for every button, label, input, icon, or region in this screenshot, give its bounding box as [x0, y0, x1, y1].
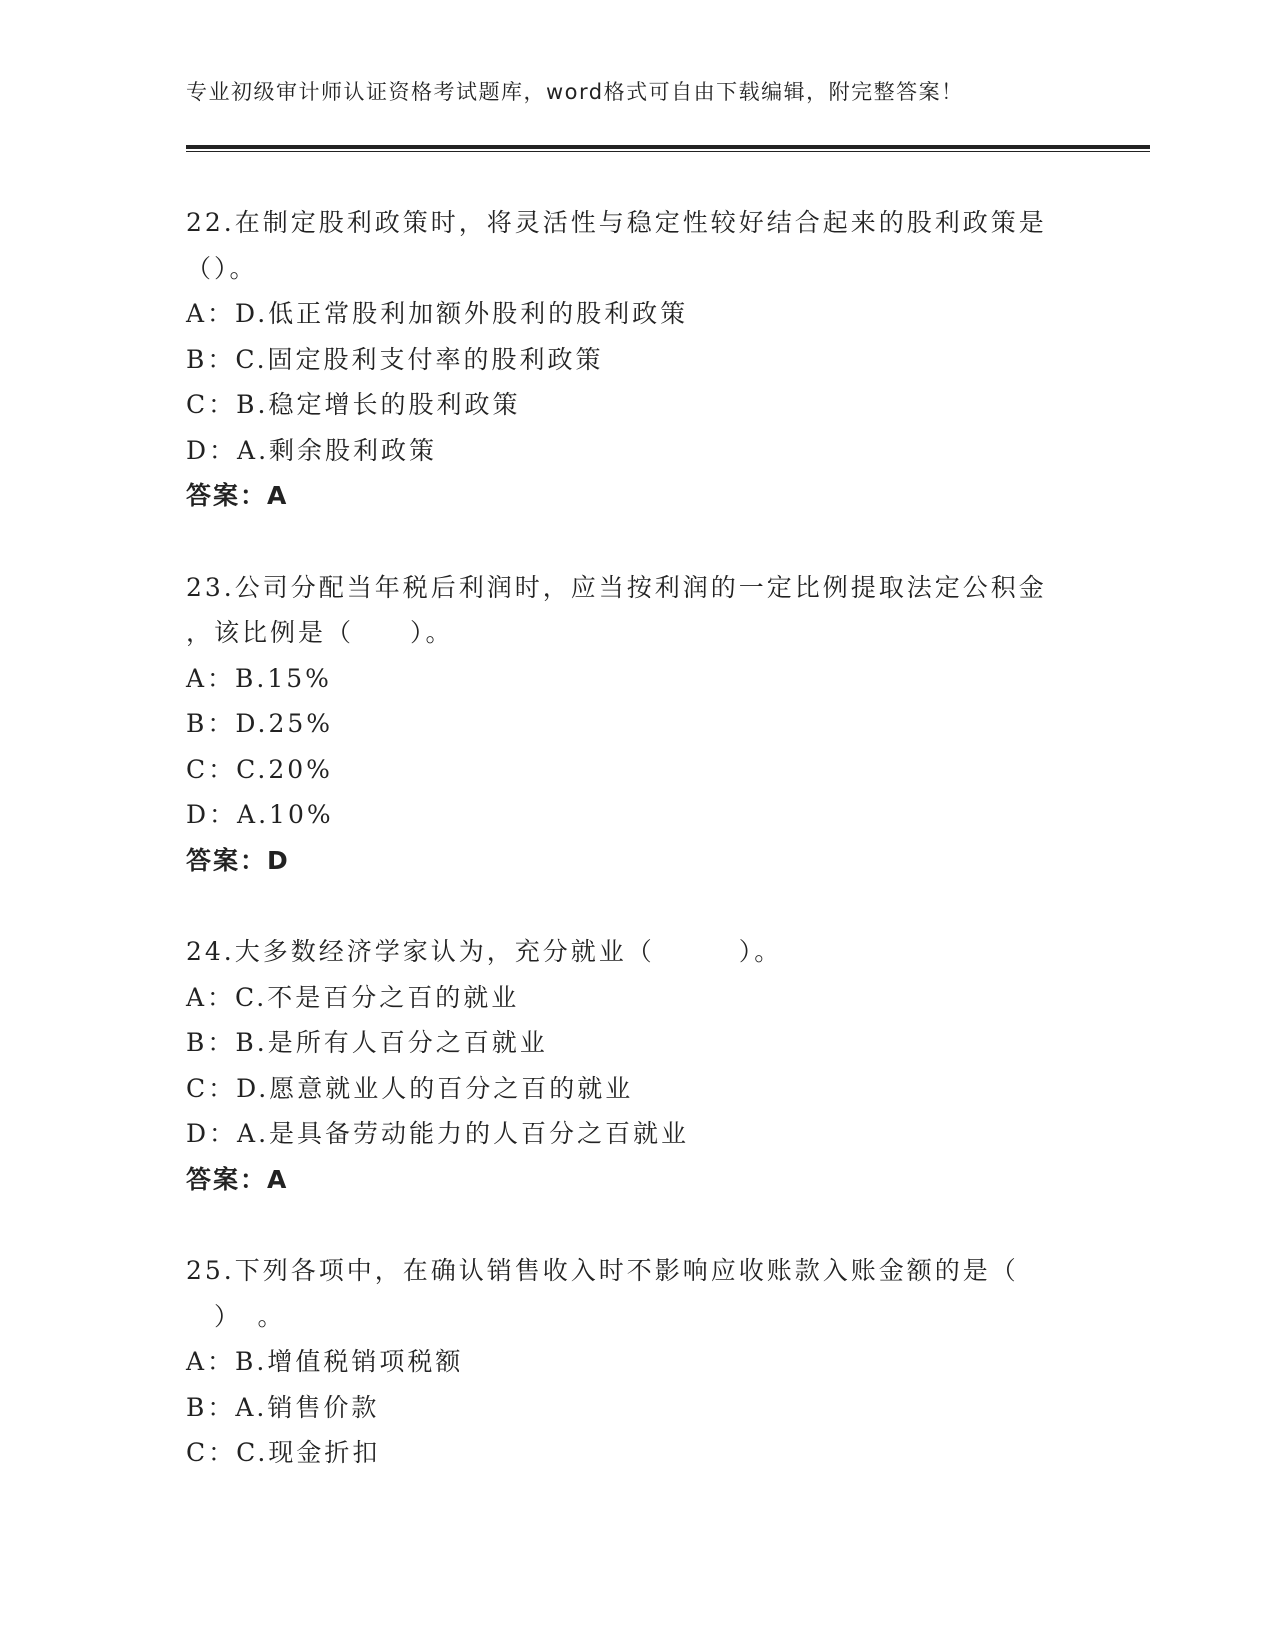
page-header: 专业初级审计师认证资格考试题库，word格式可自由下载编辑，附完整答案！ [186, 80, 964, 104]
option-a: A：C.不是百分之百的就业 [186, 982, 520, 1012]
option-a: A：B.15% [186, 663, 332, 693]
header-rule-thin [186, 151, 1150, 152]
option-b: B：C.固定股利支付率的股利政策 [186, 344, 604, 374]
option-c: C：B.稳定增长的股利政策 [186, 390, 521, 419]
option-d: D：A.是具备劳动能力的人百分之百就业 [186, 1119, 690, 1148]
question-text: 25.下列各项中，在确认销售收入时不影响应收账款入账金额的是（ [186, 1256, 1019, 1285]
option-d: D：A.10% [186, 800, 334, 829]
question-23 [186, 565, 1086, 884]
question-text: 22.在制定股利政策时，将灵活性与稳定性较好结合起来的股利政策是 [186, 208, 1047, 237]
option-c: C：C.现金折扣 [186, 1438, 381, 1467]
option-c: C：C.20% [186, 754, 333, 784]
option-b: B：B.是所有人百分之百就业 [186, 1028, 548, 1057]
answer: 答案：A [186, 1164, 289, 1194]
answer: 答案：A [186, 481, 289, 510]
question-22 [186, 200, 1086, 519]
option-d: D：A.剩余股利政策 [186, 435, 438, 465]
option-b: B：D.25% [186, 709, 334, 738]
question-text: ） 。 [186, 1301, 286, 1331]
header-rule-thick [186, 145, 1150, 149]
option-b: B：A.销售价款 [186, 1392, 380, 1422]
option-a: A：B.增值税销项税额 [186, 1347, 464, 1376]
option-a: A：D.低正常股利加额外股利的股利政策 [186, 299, 689, 328]
question-text: ，该比例是（ ）。 [186, 618, 454, 647]
question-text: 23.公司分配当年税后利润时，应当按利润的一定比例提取法定公积金 [186, 572, 1047, 602]
question-25 [186, 1248, 1086, 1476]
question-text: （）。 [186, 253, 258, 283]
answer: 答案：D [186, 845, 290, 875]
question-text: 24.大多数经济学家认为，充分就业（ ）。 [186, 937, 783, 966]
question-24 [186, 929, 1086, 1202]
option-c: C：D.愿意就业人的百分之百的就业 [186, 1073, 634, 1103]
question-list [186, 200, 1086, 1522]
